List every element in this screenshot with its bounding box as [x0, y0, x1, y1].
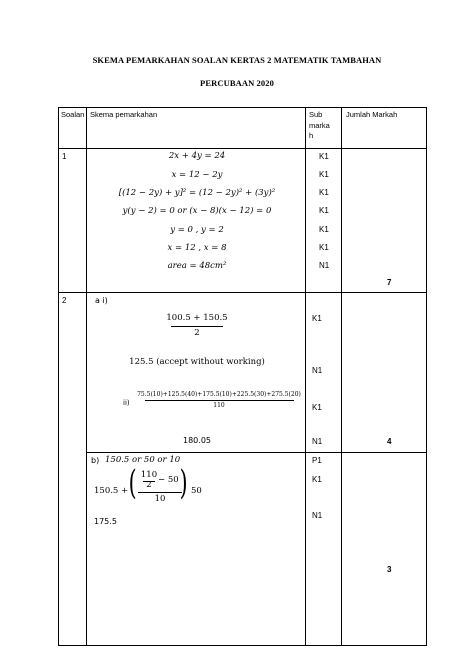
- q1-step-6: x = 12 , x = 8: [167, 243, 227, 253]
- header-sub-line3: h: [309, 131, 314, 140]
- q2a-mark-4: N1: [312, 437, 323, 446]
- q1-number: 1: [62, 152, 67, 161]
- q2a-mark-1: K1: [312, 314, 322, 323]
- q1-total: 7: [387, 278, 392, 287]
- q2-aii-answer: 180.05: [183, 436, 211, 445]
- q2-part-aii-label: ii): [123, 399, 130, 407]
- header-sub-line1: Sub: [309, 110, 323, 119]
- table-top-border: [58, 107, 426, 108]
- q2-b-line1: 150.5 or 50 or 10: [105, 455, 181, 465]
- q2-b-formula-suffix: 50: [191, 486, 202, 496]
- header-sub-markah: [309, 110, 330, 142]
- q1-mark-4: K1: [319, 206, 329, 215]
- q1-mark-2: K1: [319, 170, 329, 179]
- q2-b-inner-minus: − 50: [158, 475, 179, 485]
- q2-b-right-paren: ): [179, 463, 188, 503]
- header-jumlah-markah: Jumlah Markah: [346, 110, 398, 119]
- q1-mark-3: K1: [319, 188, 329, 197]
- q2a-mark-2: N1: [312, 366, 323, 375]
- q1-step-3: [(12 − 2y) + y]² = (12 − 2y)² + (3y)²: [118, 188, 276, 198]
- q2b-total: 3: [387, 565, 392, 574]
- q2-part-ai-label: a i): [95, 296, 108, 305]
- col-border-2: [305, 107, 306, 646]
- q2-aii-fraction-bar: [145, 400, 294, 401]
- q1-step-4: y(y − 2) = 0 or (x − 8)(x − 12) = 0: [122, 206, 272, 216]
- q1-mark-7: N1: [319, 261, 330, 270]
- q1-mark-1: K1: [319, 152, 329, 161]
- q2-ai-fraction-bar: [171, 326, 223, 327]
- q1-step-5: y = 0 , y = 2: [170, 225, 224, 235]
- q1-mark-5: K1: [319, 225, 329, 234]
- q1-mark-6: K1: [319, 243, 329, 252]
- q1-bottom-border: [58, 292, 426, 293]
- col-border-1: [86, 107, 87, 646]
- col-border-left: [58, 107, 59, 646]
- header-sub-line2: marka: [309, 120, 330, 130]
- document-subtitle: PERCUBAAN 2020: [200, 78, 274, 88]
- q2b-mark-1: P1: [312, 456, 322, 465]
- table-bottom-border: [58, 645, 426, 646]
- q2-aii-fraction-numerator: 75.5(10)+125.5(40)+175.5(10)+225.5(30)+275.5(20): [137, 391, 301, 398]
- q1-step-7: area = 48cm²: [167, 261, 227, 271]
- col-border-right: [426, 107, 427, 646]
- q1-step-1: 2x + 4y = 24: [168, 151, 226, 161]
- q2-part-b-label: b): [91, 456, 100, 465]
- q2-b-inner-bar: [138, 492, 182, 493]
- header-bottom-border: [58, 148, 426, 149]
- q2-b-inner-top: 110: [140, 470, 158, 480]
- header-soalan: Soalan: [61, 110, 85, 119]
- q2-ai-fraction-denominator: 2: [194, 328, 200, 338]
- q1-step-2: x = 12 − 2y: [171, 170, 223, 180]
- q2-b-inner-top-den: 2: [146, 480, 152, 490]
- q2a-total: 4: [387, 437, 392, 446]
- q2-b-inner-den: 10: [154, 494, 166, 504]
- q2a-bottom-border: [86, 452, 426, 453]
- q2-b-answer: 175.5: [94, 517, 117, 526]
- q2b-mark-2: K1: [312, 475, 322, 484]
- q2-b-formula-prefix: 150.5 +: [94, 486, 129, 496]
- q2-ai-fraction-numerator: 100.5 + 150.5: [166, 313, 228, 323]
- document-title: SKEMA PEMARKAHAN SOALAN KERTAS 2 MATEMATIK TAMBAHAN: [92, 55, 382, 65]
- q2-b-left-paren: (: [128, 463, 137, 503]
- q2-ai-answer: 125.5 (accept without working): [129, 357, 265, 367]
- col-border-3: [341, 107, 342, 646]
- q2-number: 2: [62, 296, 67, 305]
- q2a-mark-3: K1: [312, 403, 322, 412]
- q2b-mark-3: N1: [312, 511, 323, 520]
- q2-aii-fraction-denominator: 110: [213, 402, 225, 409]
- header-skema: Skema pemarkahan: [90, 110, 158, 119]
